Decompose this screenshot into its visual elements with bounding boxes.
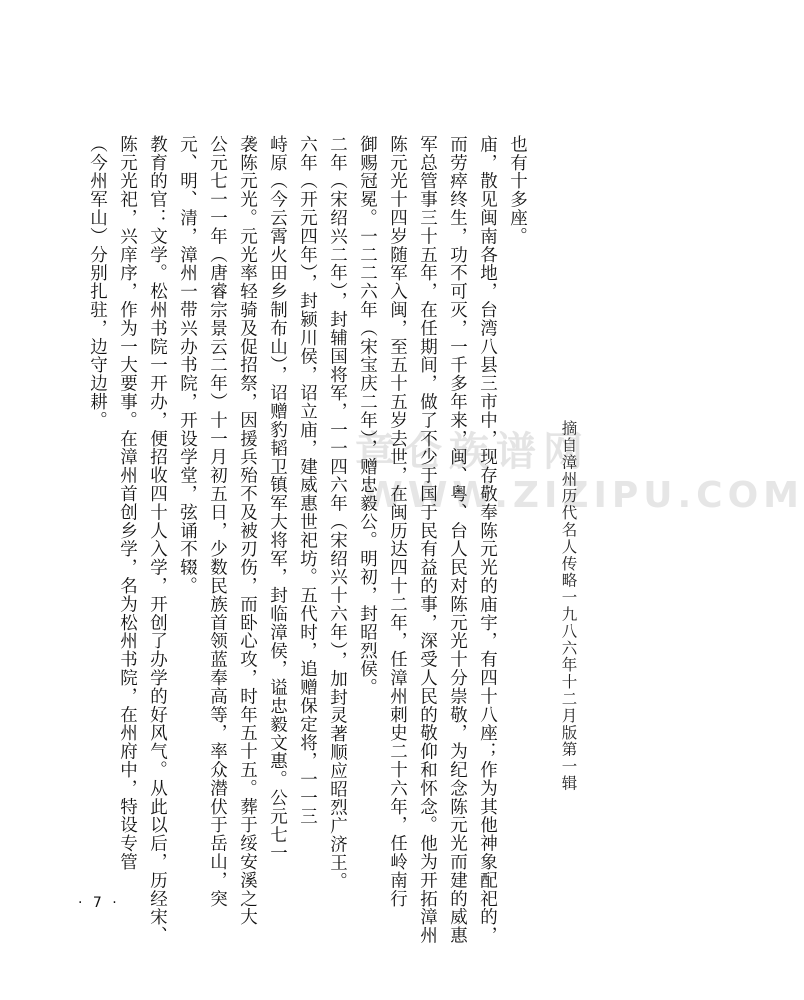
text-column-4: 元、明、清，漳州一带兴办书院，开设学堂，弦诵不辍。 (177, 135, 198, 595)
text-column-6: 袭陈元光。元光率轻骑及促招祭，因援兵殆不及被刃伤，而卧心攻，时年五十五。葬于绥安溪之大 (237, 135, 258, 927)
text-column-8: 六年（开元四年），封颍川侯，诏立庙，建威惠世祀坊。五代时，追赠保定将，一一三 (297, 135, 318, 826)
text-column-7: 峙原（今云霄火田乡制布山），诏赠豹韬卫镇军大将军，封临漳侯，谥忠毅文惠。公元七一 (267, 135, 288, 863)
text-column-3: 教育的官：文学。松州书院一开办，便招收四十人入学，开创了办学的好风气。从此以后，历经宋、 (147, 135, 168, 945)
source-note: 摘自漳州历代名人传略一九八六年十二月版第一辑 (559, 420, 578, 792)
text-column-2: 陈元光祀，兴庠序，作为一大要事。在漳州首创乡学，名为松州书院，在州府中，特设专管 (117, 135, 138, 871)
watermark-en: WWW.ZIZIPU.COM (363, 475, 804, 516)
text-column-13: 而劳瘁终生，功不可灭，一千多年来，闽、粤、台人民对陈元光十分崇敬，为纪念陈元光而建的威惠 (447, 135, 468, 945)
text-column-9: 二年（宋绍兴二年），封辅国将军，一一四六年（宋绍兴十六年），加封灵著顺应昭烈广济王。 (327, 135, 348, 891)
text-column-10: 御赐冠冕。一二二六年（宋宝庆二年），赠忠毅公。明初，封昭烈侯。 (357, 135, 378, 697)
text-column-5: 公元七一一年（唐睿宗景云二年）十一月初五日，少数民族首领蓝奉高等，率众潜伏于岳山，突 (207, 135, 228, 908)
text-column-15: 也有十多座。 (507, 135, 528, 246)
text-column-12: 军总管事三十五年，在任期间，做了不少于国于民有益的事，深受人民的敬仰和怀念。他为开拓漳州 (417, 135, 438, 945)
watermark-cn: 章仑族谱网 (355, 429, 590, 475)
text-column-11: 陈元光十四岁随军入闽，至五十五岁去世，在闽历达四十二年，任漳州刺史二十六年，任岭南行 (387, 135, 408, 908)
text-column-1: （今州军山）分别扎驻，边守边耕。 (87, 135, 108, 430)
page-number: · 7 · (78, 895, 120, 911)
text-column-14: 庙，散见闽南各地，台湾八县三市中，现存敬奉陈元光的庙宇，有四十八座；作为其他神象配祀的， (477, 135, 498, 945)
